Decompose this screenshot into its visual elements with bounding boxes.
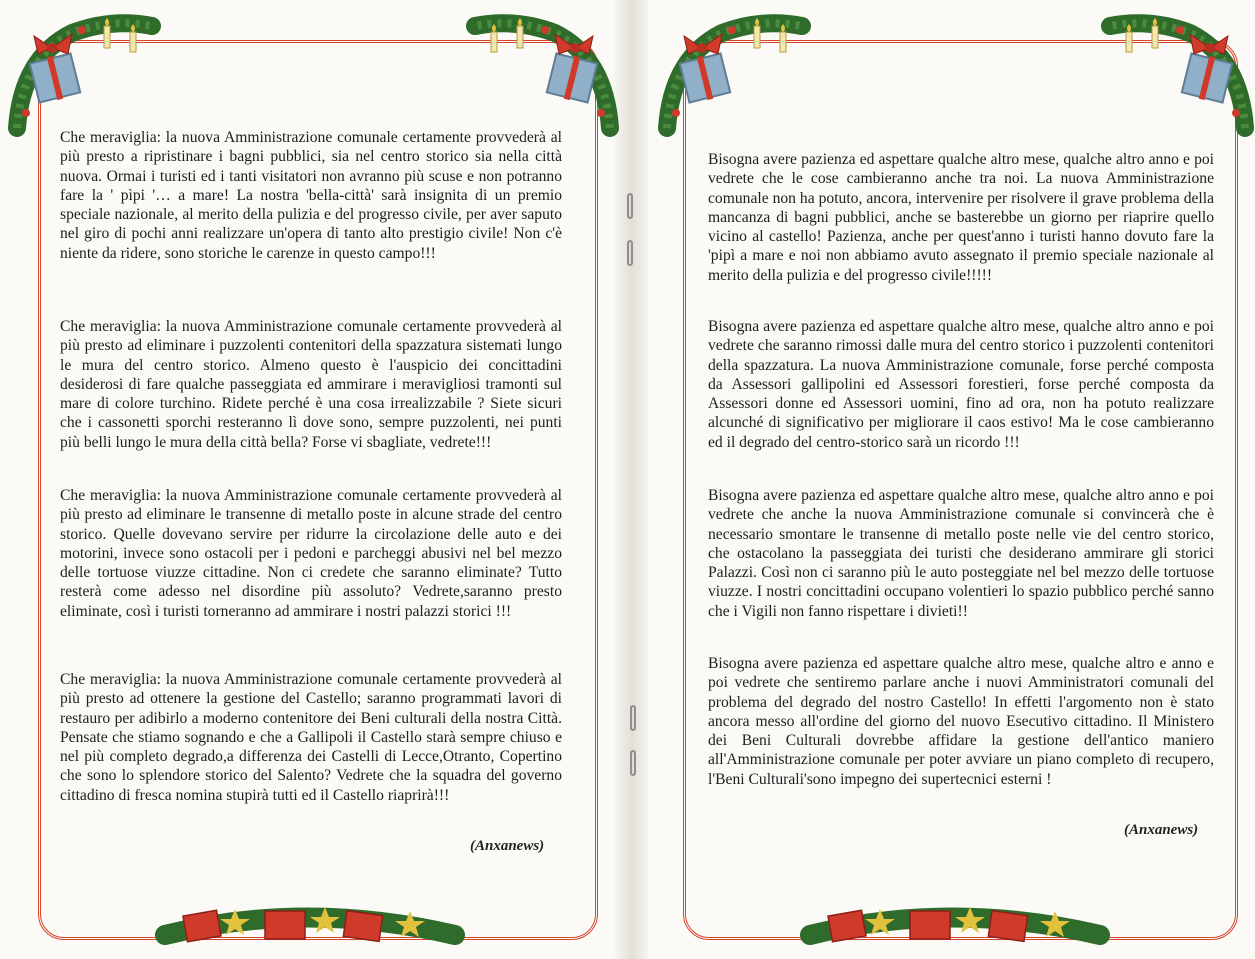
right-paragraph-4: Bisogna avere pazienza ed aspettare qualche altro mese, qualche altro e anno e poi vedrete che sentiremo parlare anche i nuovi Amministratori comunali del problema del degrado del nostro Castello! In effetti l'argomento non è stato ancora messo all'ordine del giorno del nuovo Esecutivo cittadino. Il Ministero dei Beni Culturali dovrebbe affidare la gestione dell'antico maniero all'Amministrazione comunale per poter avviare un piano completo di recupero, l'Beni Culturali'sono impegno dei supertecnici esterni !	[708, 655, 1214, 788]
christmas-garland-icon	[662, 18, 812, 138]
left-paragraph-2: Che meraviglia: la nuova Amministrazione comunale certamente provvederà al più presto ad eliminare i puzzolenti contenitori della spazzatura sistemati lungo le mura del centro storico. Almeno questo è l'auspicio dei concittadini desiderosi di fare qualche passeggiata ed ammirare i meravigliosi tramonti sul mare di colore turchino. Ridete perché è una cosa irrealizzabile ? Siete sicuri che i cassonetti sporchi resteranno lì dove sono, sempre puzzolenti, nei punti più belli lungo le mura della città bella? Forse vi sbagliate, vedrete!!!	[60, 318, 562, 451]
right-signature: (Anxanews)	[1124, 822, 1199, 838]
left-paragraph-4: Che meraviglia: la nuova Amministrazione comunale certamente provvederà al più presto ad ottenere la gestione del Castello; saranno programmati lavori di restauro per adibirlo a moderno contenitore dei Beni culturali della nostra Città. Pensate che stiamo sognando e che a Gallipoli il Castello starà sempre chiuso e nel più completo degrado,a differenza dei Castelli di Lecce,Otranto, Copertino che sono lo splendore storico del Salento? Vedrete che la squadra del governo cittadino di fresca nomina stupirà tutti ed il Castello riaprirà!!!	[60, 671, 562, 804]
right-paragraph-2: Bisogna avere pazienza ed aspettare qualche altro mese, qualche altro anno e poi vedrete che saranno rimossi dalle mura del centro storico i puzzolenti contenitori della spazzatura. La nuova Amministrazione comunale, forse perché composta da Assessori gallipolini ed Assessori forestieri, forse perché composta da Assessori donne ed Assessori uomini, fino ad ora, non ha potuto realizzare alcunché di significativo per migliorare il caos estivo! Ma le cose cambieranno ed il degrado del centro-storico sarà un ricordo !!!	[708, 318, 1214, 451]
christmas-garland-icon	[12, 18, 162, 138]
staple-top-1	[627, 193, 633, 219]
christmas-garland-icon	[1100, 18, 1250, 138]
staple-top-2	[627, 240, 633, 266]
christmas-garland-icon	[810, 905, 1105, 955]
right-paragraph-1: Bisogna avere pazienza ed aspettare qualche altro mese, qualche altro anno e poi vedrete che le cose cambieranno anche tra noi. La nuova Amministrazione comunale non ha potuto, ancora, intervenire per risolvere il grave problema della mancanza di bagni pubblici, anche se basterebbe un giorno per riaprire quello vicino al castello! Pazienza, anche per quest'anno i turisti hanno dovuto fare la 'pipì a mare e noi non abbiamo avuto assegnato il premio speciale nazionale al merito della pulizia e del progresso civile!!!!!	[708, 151, 1214, 284]
christmas-garland-icon	[465, 18, 615, 138]
center-fold	[612, 0, 648, 959]
left-paragraph-1: Che meraviglia: la nuova Amministrazione comunale certamente provvederà al più presto a ripristinare i bagni pubblici, sia nel centro storico sia nella città nuova. Ormai i turisti ed i tanti visitatori non avranno più scuse e non potranno fare la ' pìpi '… a mare! La nostra 'bella-città' sarà insignita di un premio speciale nazionale, al merito della pulizia e del progresso civile, per aver saputo nel giro di pochi anni realizzare un'opera di tanto alto prestigio civile! Non c'è niente da ridere, sono storiche le carenze in questo campo!!!	[60, 129, 562, 262]
left-signature: (Anxanews)	[470, 838, 545, 854]
left-paragraph-3: Che meraviglia: la nuova Amministrazione comunale certamente provvederà al più presto ad eliminare le transenne di metallo poste in alcune strade del centro storico. Quelle dovevano servire per ridurre la circolazione delle auto e dei motorini, invece sono ostacoli per i pedoni e parcheggi abusivi nel bel mezzo delle tortuose viuzze cittadine. Non ci credete che saranno eliminate? Tutto resterà come adesso nel disordine più assoluto? Vedrete,saranno presto eliminate, così i turisti torneranno ad ammirare i nostri palazzi storici !!!	[60, 487, 562, 620]
staple-bottom-2	[630, 750, 636, 776]
staple-bottom-1	[630, 705, 636, 731]
right-paragraph-3: Bisogna avere pazienza ed aspettare qualche altro mese, qualche altro anno e poi vedrete che anche la nuova Amministrazione comunale si convincerà che è necessario smontare le transenne di metallo poste nelle vie del centro storico, che ostacolano la passeggiata dei turisti che desiderano ammirare gli storici Palazzi. Così non ci saranno più le auto posteggiate nel bel mezzo delle tortuose viuzze. I nostri concittadini occupano volentieri lo spazio pubblico perché sanno che i Vigili non fanno rispettare i divieti!!	[708, 487, 1214, 620]
christmas-garland-icon	[165, 905, 460, 955]
